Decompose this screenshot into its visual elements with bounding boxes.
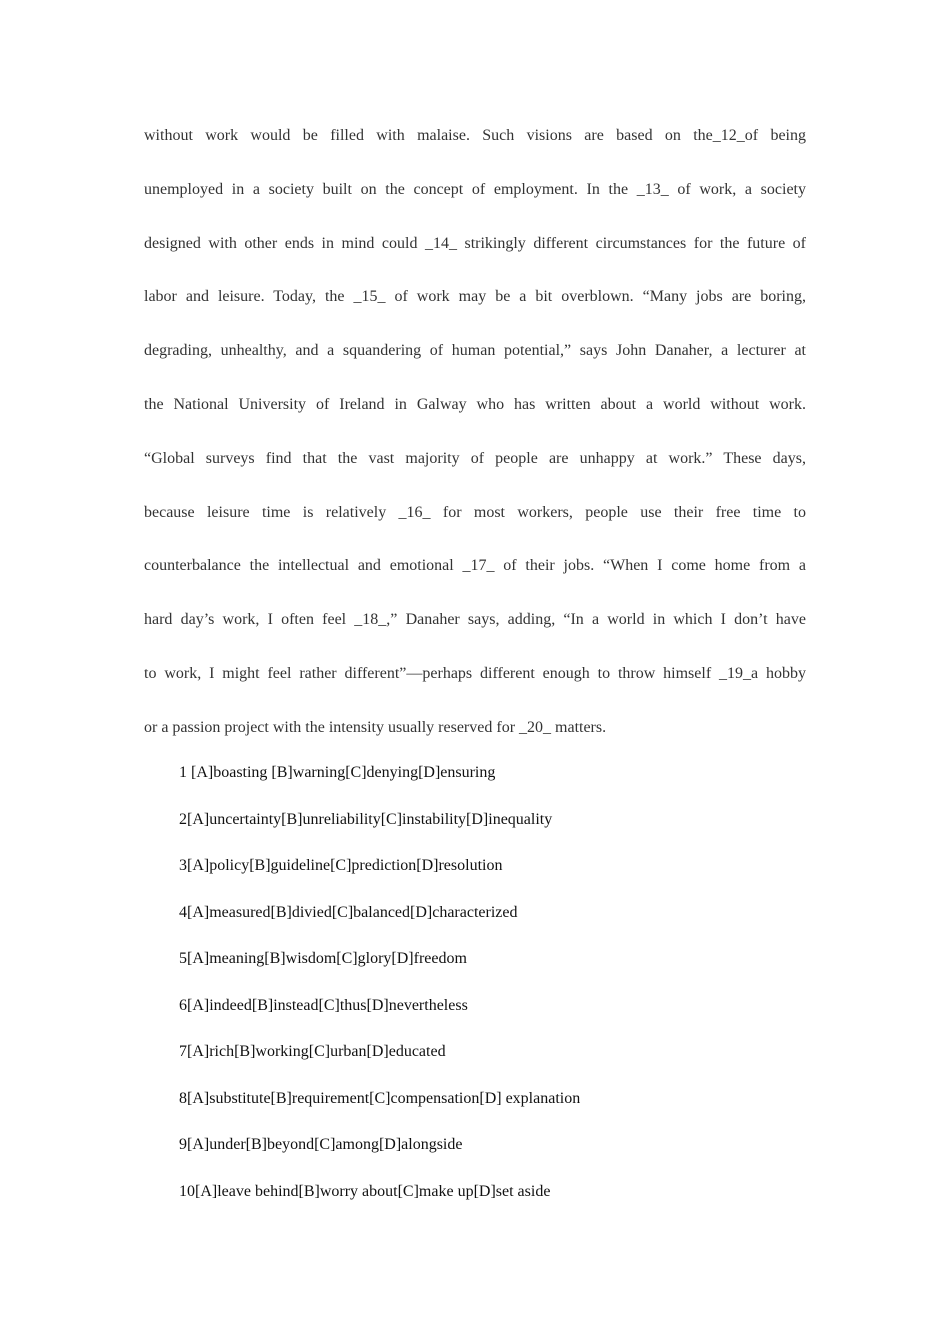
passage-line: because leisure time is relatively _16_ for most workers, people use their free time to <box>144 503 806 521</box>
passage-line: the National University of Ireland in Galway who has written about a world without work. <box>144 395 806 413</box>
passage-line: designed with other ends in mind could _14_ strikingly different circumstances for the future of <box>144 234 806 252</box>
option-item-1: 1 [A]boasting [B]warning[C]denying[D]ensuring <box>179 764 496 781</box>
passage-line: to work, I might feel rather different”—perhaps different enough to throw himself _19_a hobby <box>144 664 806 682</box>
option-item-8: 8[A]substitute[B]requirement[C]compensation[D] explanation <box>179 1089 581 1107</box>
option-item-4: 4[A]measured[B]divied[C]balanced[D]characterized <box>179 903 518 921</box>
option-item-6: 6[A]indeed[B]instead[C]thus[D]nevertheless <box>179 996 468 1014</box>
answer-options-list <box>179 757 779 1222</box>
option-item-7: 7[A]rich[B]working[C]urban[D]educated <box>179 1043 446 1060</box>
passage-line: or a passion project with the intensity usually reserved for _20_ matters. <box>144 718 607 736</box>
option-item-2: 2[A]uncertainty[B]unreliability[C]instability[D]inequality <box>179 810 553 828</box>
option-item-10: 10[A]leave behind[B]worry about[C]make up[D]set aside <box>179 1182 551 1200</box>
option-item-3: 3[A]policy[B]guideline[C]prediction[D]resolution <box>179 857 503 874</box>
option-item-5: 5[A]meaning[B]wisdom[C]glory[D]freedom <box>179 950 467 967</box>
passage-line: labor and leisure. Today, the _15_ of work may be a bit overblown. “Many jobs are boring, <box>144 288 806 306</box>
option-item-9: 9[A]under[B]beyond[C]among[D]alongside <box>179 1136 463 1153</box>
passage-text <box>144 118 806 764</box>
passage-line: hard day’s work, I often feel _18_,” Danaher says, adding, “In a world in which I don’t have <box>144 611 806 629</box>
passage-line: degrading, unhealthy, and a squandering of human potential,” says John Danaher, a lecturer at <box>144 342 806 360</box>
passage-line: without work would be filled with malaise. Such visions are based on the_12_of being <box>144 127 806 144</box>
passage-line: unemployed in a society built on the concept of employment. In the _13_ of work, a society <box>144 180 806 198</box>
passage-line: “Global surveys find that the vast majority of people are unhappy at work.” These days, <box>144 449 806 467</box>
passage-line: counterbalance the intellectual and emotional _17_ of their jobs. “When I come home from a <box>144 557 806 575</box>
